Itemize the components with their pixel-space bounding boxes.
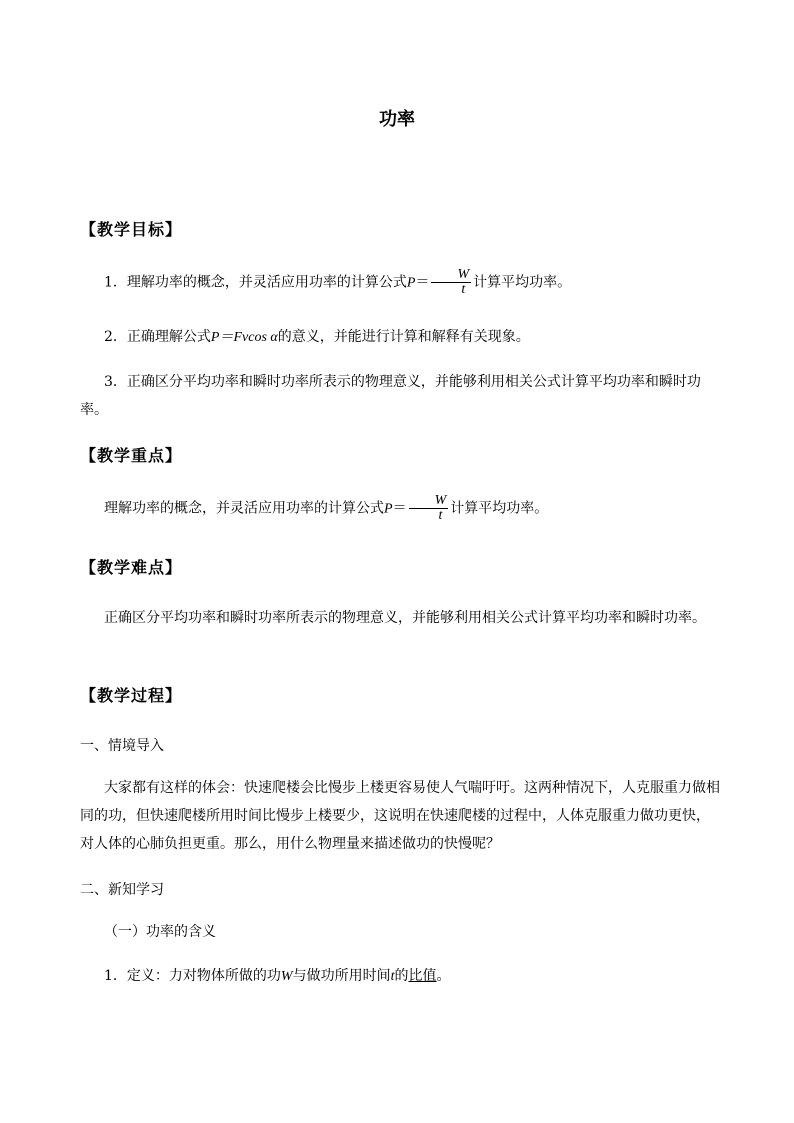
definition-de: 的 xyxy=(394,968,409,984)
fraction-numerator: W xyxy=(431,268,471,283)
formula-eq: ＝ xyxy=(392,500,407,517)
underlined-term: 比值 xyxy=(408,968,437,984)
objective-1-suffix: 计算平均功率。 xyxy=(473,274,572,291)
subsection-heading: （一）功率的含义 xyxy=(104,924,216,940)
power-formula: P＝Fvcos α xyxy=(210,330,278,345)
formula-fraction xyxy=(431,268,471,297)
objective-2-suffix: 的意义，并能进行计算和解释有关现象。 xyxy=(277,329,530,345)
focus-text xyxy=(80,494,720,524)
fraction-denominator: t xyxy=(461,282,466,297)
definition-prefix: 1．定义：力对物体所做的功 xyxy=(104,968,281,984)
objective-2-prefix: 2．正确理解公式 xyxy=(104,329,211,345)
definition-text xyxy=(80,962,720,991)
objective-1-prefix: 1．理解功率的概念，并灵活应用功率的计算公式 xyxy=(104,274,407,291)
formula-fraction xyxy=(409,494,449,523)
objective-item-1 xyxy=(80,268,720,298)
section-intro-heading: 一、情境导入 xyxy=(80,738,164,754)
definition-end: 。 xyxy=(436,968,451,984)
section-new-knowledge-heading: 二、新知学习 xyxy=(80,882,164,898)
formula-eq: ＝ xyxy=(415,274,430,291)
objectives-heading: 【教学目标】 xyxy=(80,220,183,239)
objective-item-2 xyxy=(80,323,720,352)
formula-lhs: P xyxy=(406,275,416,291)
page-title: 功率 xyxy=(379,109,415,130)
difficulty-heading: 【教学难点】 xyxy=(80,558,183,577)
section-intro-text: 大家都有这样的体会：快速爬楼会比慢步上楼更容易使人气喘吁吁。这两种情况下，人克服重力做相同的功，但快速爬楼所用时间比慢步上楼要少，这说明在快速爬楼的过程中，人体克服重力做功更快，对人体的心肺负担更重。那么，用什么物理量来描述做功的快慢呢？ xyxy=(80,780,720,852)
focus-heading: 【教学重点】 xyxy=(80,446,183,465)
formula-lhs: P xyxy=(384,501,393,517)
focus-suffix: 计算平均功率。 xyxy=(450,500,549,517)
process-heading: 【教学过程】 xyxy=(80,686,183,705)
objective-item-3: 3．正确区分平均功率和瞬时功率所表示的物理意义，并能够利用相关公式计算平均功率和瞬时功率。 xyxy=(80,374,701,418)
fraction-denominator: t xyxy=(438,508,443,523)
difficulty-text: 正确区分平均功率和瞬时功率所表示的物理意义，并能够利用相关公式计算平均功率和瞬时功率。 xyxy=(104,610,706,626)
definition-middle: 与做功所用时间 xyxy=(292,968,391,984)
fraction-numerator: W xyxy=(409,494,449,509)
symbol-w: W xyxy=(280,969,293,984)
symbol-t: t xyxy=(390,969,395,984)
focus-prefix: 理解功率的概念，并灵活应用功率的计算公式 xyxy=(104,500,384,517)
